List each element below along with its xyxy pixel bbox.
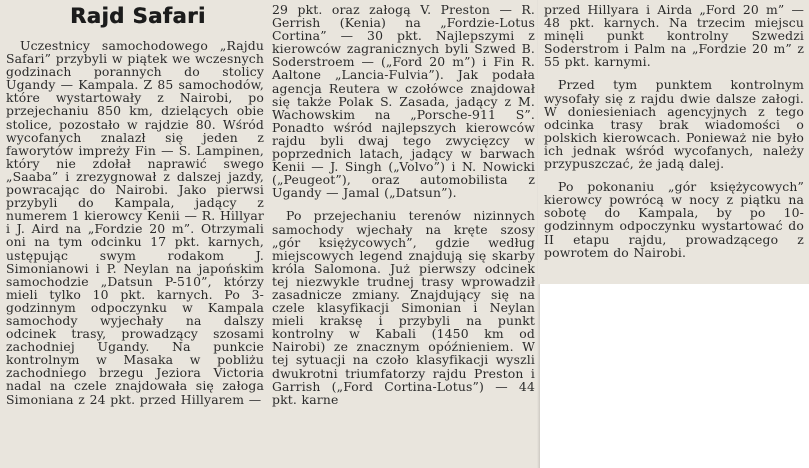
column-1-paragraph: Uczestnicy samochodowego „Rajdu Safari” przybyli w piątek we wczesnych godzinach porannych do stolicy Ugandy — Kampala. Z 85 samochodów, które wystartowały z Nairobi, po przejechaniu 850 km, dzielących obie stolice, pozostało w rajdzie 80. Wśród wycofanych znalazł się jeden z faworytów impreży Fin — S. Lampinen, który nie zdołał naprawić swego „Saaba” i zrezygnował z dalszej jazdy, powracając do Nairobi. Jako pierwsi przybyli do Kampala, jadący z numerem 1 kierowcy Kenii — R. Hillyar i J. Aird na „Fordzie 20 m”. Otrzymali oni na tym odcinku 17 pkt. karnych, ustępując swym rodakom J. Simonianowi i P. Neylan na japońskim samochodzie „Datsun P-510”, którzy mieli tylko 10 pkt. karnych. Po 3-godzinnym odpoczynku w Kampala samochody wyjechały na dalszy odcinek trasy, prowadzący szosami zachodniej Ugandy. Na punkcie kontrolnym w Masaka w pobliżu zachodniego brzegu Jeziora Victoria nadal na czele znajdowała się załoga Simoniana z 24 pkt. przed Hillyarem — xyxy=(6,38,264,407)
column-3-paragraph-2: Przed tym punktem kontrolnym wysofały się z rajdu dwie dalsze załogi. W doniesieniach agencyjnych z tego odcinka trasy brak wiadomości o polskich kierowcach. Ponieważ nie było ich jednak wśród wycofanych, należy przypuszczać, że jadą dalej. xyxy=(544,77,804,172)
clipping-column-1 xyxy=(0,0,269,468)
column-3-paragraph-1: przed Hillyara i Airda „Ford 20 m” — 48 pkt. karnych. Na trzecim miejscu minęli punkt kontrolny Szwedzi Soderstrom i Palm na „Fordzie 20 m” z 55 pkt. karnymi. xyxy=(544,2,804,70)
clipping-column-3 xyxy=(538,0,809,284)
column-3-paragraph-3: Po pokonaniu „gór księżycowych” kierowcy powrócą w nocy z piątku na sobotę do Kampala, by po 10-godzinnym odpoczynku wystartować do II etapu rajdu, prowadzącego z powrotem do Nairobi. xyxy=(544,179,804,260)
article-headline: Rajd Safari xyxy=(70,4,206,28)
clipping-column-2 xyxy=(266,0,540,468)
column-2-paragraph-2: Po przejechaniu terenów nizinnych samochody wjechały na kręte szosy „gór księżycowych”, gdzie według miejscowych legend znajdują się skarby króla Salomona. Już pierwszy odcinek tej niezwykle trudnej trasy wprowadził zasadnicze zmiany. Znajdujący się na czele klasyfikacji Simonian i Neylan mieli kraksę i przybyli na punkt kontrolny w Kabali (1450 km od Nairobi) ze znacznym opóźnieniem. W tej sytuacji na czoło klasyfikacji wyszli dwukrotni triumfatorzy rajdu Preston i Garrish („Ford Cortina-Lotus”) — 44 pkt. karne xyxy=(272,208,535,407)
column-2-paragraph-1: 29 pkt. oraz załogą V. Preston — R. Gerrish (Kenia) na „Fordzie-Lotus Cortina” — 30 pkt. Najlepszymi z kierowców zagranicznych byli Szwed B. Soderstroem — („Ford 20 m”) i Fin R. Aaltone „Lancia-Fulvia”). Jak podała agencja Reutera w czołówce znajdował się także Polak S. Zasada, jadący z M. Wachowskim na „Porsche-911 S”. Ponadto wśród najlepszych kierowców rajdu byli dwaj tego zwycięzcy w poprzednich latach, jadący w barwach Kenii — J. Singh („Volvo”) i N. Nowicki („Peugeot”), oraz automobilista z Ugandy — Jamal („Datsun”). xyxy=(272,2,535,201)
